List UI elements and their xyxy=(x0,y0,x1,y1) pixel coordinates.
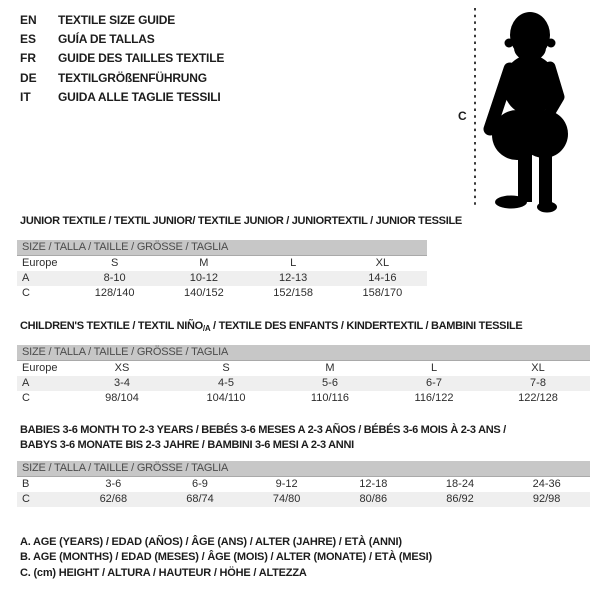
language-row-en xyxy=(20,11,224,30)
size-figure xyxy=(450,2,600,214)
footnote-a: A. AGE (YEARS) / EDAD (AÑOS) / ÂGE (ANS) / ALTER (JAHRE) / ETÀ (ANNI) xyxy=(20,536,402,548)
table-row-age xyxy=(17,271,427,286)
table-row-europe xyxy=(17,361,590,376)
table-row-europe xyxy=(17,256,427,271)
language-label: GUÍA DE TALLAS xyxy=(58,32,155,47)
size-cell: 74/80 xyxy=(272,493,301,505)
section-title-junior: JUNIOR TEXTILE / TEXTIL JUNIOR/ TEXTILE JUNIOR / JUNIORTEXTIL / JUNIOR TESSILE xyxy=(20,215,462,227)
row-label: Europe xyxy=(22,362,58,374)
baby-silhouette-icon xyxy=(490,12,568,213)
table-size-header: SIZE / TALLA / TAILLE / GRÖSSE / TAGLIA xyxy=(17,240,427,256)
size-cell: 3-6 xyxy=(105,478,122,490)
size-cell: 104/110 xyxy=(206,392,246,404)
size-cell: 7-8 xyxy=(530,377,546,389)
language-label: GUIDE DES TAILLES TEXTILE xyxy=(58,51,225,66)
footnote-b: B. AGE (MONTHS) / EDAD (MESES) / ÂGE (MOIS) / ALTER (MONATE) / ETÀ (MESI) xyxy=(20,551,432,564)
language-row-es xyxy=(20,30,224,49)
table-row-height xyxy=(17,286,427,301)
section-title-babies-line2: BABYS 3-6 MONATE BIS 2-3 JAHRE / BAMBINI 3-6 MESI A 2-3 ANNI xyxy=(20,439,354,451)
footnotes-block xyxy=(20,535,432,581)
section-title-children xyxy=(20,320,522,333)
size-cell: S xyxy=(110,257,119,269)
size-table-junior xyxy=(17,240,427,301)
size-cell: 14-16 xyxy=(368,272,397,284)
size-cell: 8-10 xyxy=(103,272,126,284)
language-row-it xyxy=(20,88,224,107)
size-cell: XS xyxy=(114,362,130,374)
table-row-height xyxy=(17,391,590,406)
table-row-age xyxy=(17,376,590,391)
row-label: C xyxy=(22,287,30,299)
row-label: A xyxy=(22,377,30,389)
size-cell: 5-6 xyxy=(322,377,338,389)
table-row-height xyxy=(17,492,590,507)
row-label: A xyxy=(22,272,30,284)
size-cell: L xyxy=(290,257,297,269)
row-label: Europe xyxy=(22,257,58,269)
size-cell: 6-9 xyxy=(192,478,208,490)
size-cell: 10-12 xyxy=(189,272,218,284)
size-cell: 140/152 xyxy=(183,287,224,299)
size-cell: M xyxy=(199,257,209,269)
size-table-babies xyxy=(17,461,590,507)
footnote-c: C. (cm) HEIGHT / ALTURA / HAUTEUR / HÖHE / ALTEZZA xyxy=(20,566,307,579)
size-cell: XL xyxy=(375,257,390,269)
size-table-children xyxy=(17,345,590,406)
section-title-children-pre: CHILDREN'S TEXTILE / TEXTIL NIÑO xyxy=(20,320,203,332)
size-cell: 4-5 xyxy=(218,377,234,389)
size-cell: 6-7 xyxy=(426,377,442,389)
size-cell: 128/140 xyxy=(94,287,135,299)
section-title-children-sub: /A xyxy=(202,324,211,333)
size-cell: 80/86 xyxy=(359,493,388,505)
size-cell: L xyxy=(430,362,438,374)
size-cell: 86/92 xyxy=(446,493,474,505)
size-cell: 98/104 xyxy=(105,392,139,404)
language-label: TEXTILE SIZE GUIDE xyxy=(58,13,176,27)
size-cell: XL xyxy=(531,362,545,374)
language-label: TEXTILGRÖßENFÜHRUNG xyxy=(58,70,207,85)
size-cell: 110/116 xyxy=(310,392,350,404)
size-cell: 92/98 xyxy=(532,493,561,505)
size-cell: 24-36 xyxy=(532,478,561,490)
language-title-block xyxy=(20,11,224,107)
row-label: C xyxy=(22,392,30,404)
size-cell: S xyxy=(222,362,230,374)
height-label: C xyxy=(458,109,467,123)
language-row-fr xyxy=(20,49,224,68)
section-title-babies xyxy=(20,423,506,453)
language-label: GUIDA ALLE TAGLIE TESSILI xyxy=(58,89,221,104)
language-code: EN xyxy=(20,13,37,27)
size-cell: M xyxy=(325,362,335,374)
size-cell: 3-4 xyxy=(114,377,130,389)
size-cell: 12-13 xyxy=(279,272,308,284)
row-label: C xyxy=(22,493,30,505)
size-cell: 122/128 xyxy=(518,392,558,404)
table-size-header: SIZE / TALLA / TAILLE / GRÖSSE / TAGLIA xyxy=(17,345,590,361)
language-row-de xyxy=(20,69,224,88)
language-code: DE xyxy=(20,70,37,85)
size-cell: 152/158 xyxy=(273,287,313,299)
size-cell: 12-18 xyxy=(359,478,388,490)
row-label: B xyxy=(22,478,30,490)
language-code: IT xyxy=(20,89,31,104)
section-title-children-post: / TEXTILE DES ENFANTS / KINDERTEXTIL / BAMBINI TESSILE xyxy=(210,320,523,332)
size-cell: 68/74 xyxy=(186,493,214,505)
section-title-babies-line1: BABIES 3-6 MONTH TO 2-3 YEARS / BEBÉS 3-6 MESES A 2-3 AÑOS / BÉBÉS 3-6 MOIS À 2-3 ANS / xyxy=(20,424,506,436)
size-cell: 9-12 xyxy=(275,478,298,490)
size-cell: 116/122 xyxy=(414,392,454,404)
size-cell: 62/68 xyxy=(99,493,128,505)
language-code: FR xyxy=(20,51,36,66)
size-cell: 18-24 xyxy=(445,478,475,490)
table-size-header: SIZE / TALLA / TAILLE / GRÖSSE / TAGLIA xyxy=(17,461,590,477)
table-row-age-months xyxy=(17,477,590,492)
size-cell: 158/170 xyxy=(362,287,403,299)
language-code: ES xyxy=(20,32,37,47)
